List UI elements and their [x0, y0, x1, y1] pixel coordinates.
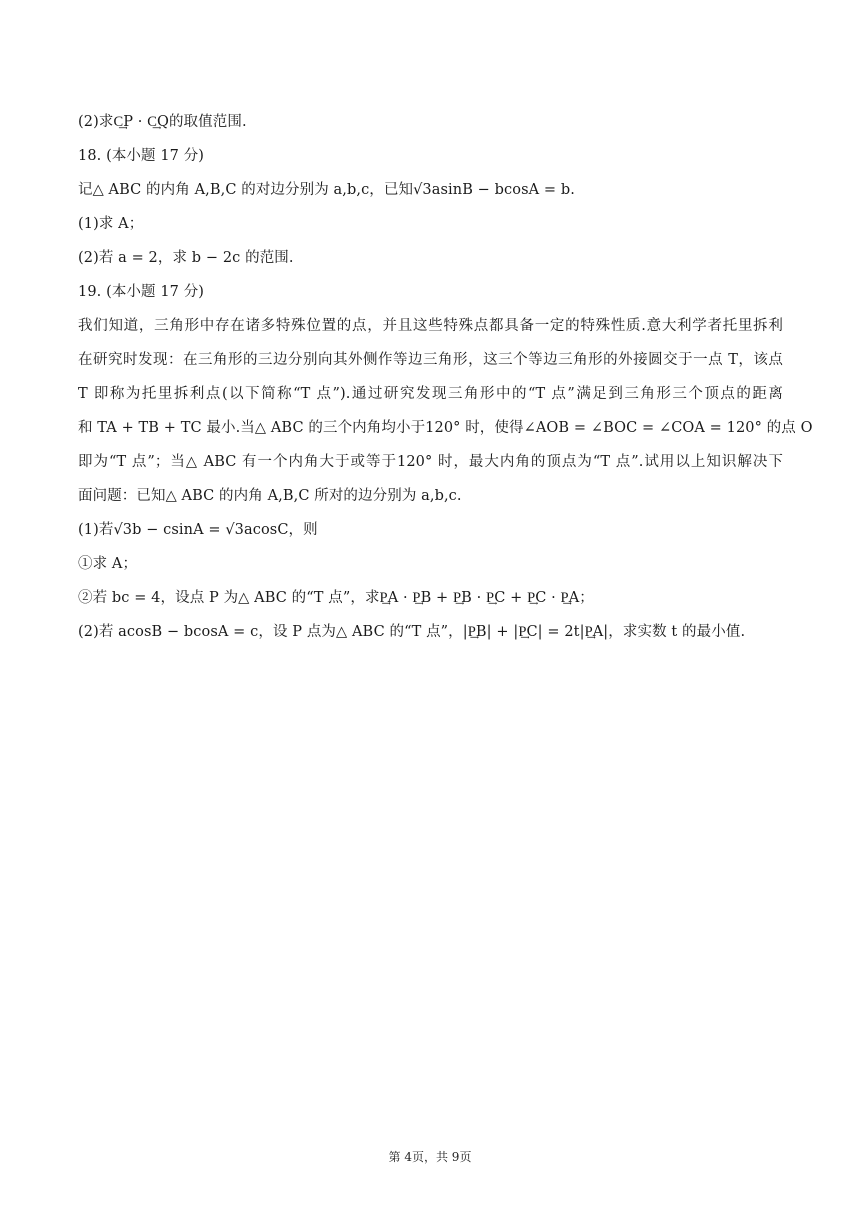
q18-stem: 记△ ABC 的内角 A,B,C 的对边分别为 a,b,c，已知√3asinB − bcosA = b. [78, 182, 575, 198]
q17-part2: (2)求C͢P · C͢Q的取值范围. [78, 114, 247, 130]
q18-header: 18. (本小题 17 分) [78, 148, 205, 164]
q19-stem-line-4: 和 TA + TB + TC 最小.当△ ABC 的三个内角均小于120° 时，使得∠AOB = ∠BOC = ∠COA = 120° 的点 O [78, 420, 813, 436]
q19-stem-line-1: 我们知道，三角形中存在诸多特殊位置的点，并且这些特殊点都具备一定的特殊性质.意大利学者托里拆利 [78, 318, 783, 334]
q19-part1-sub1: ①求 A； [78, 556, 138, 572]
q19-stem-line-3: T 即称为托里拆利点(以下简称“T 点”).通过研究发现三角形中的“T 点”满足到三角形三个顶点的距离 [78, 386, 783, 402]
q18-part2: (2)若 a = 2，求 b − 2c 的范围. [78, 250, 294, 266]
q19-header: 19. (本小题 17 分) [78, 284, 205, 300]
q19-part1-sub2: ②若 bc = 4，设点 P 为△ ABC 的“T 点”，求P͢A · P͢B + P͢B · P͢C + P͢C · P͢A； [78, 590, 594, 606]
page-footer: 第 4页，共 9页 [388, 1150, 472, 1164]
q19-part1: (1)若√3b − csinA = √3acosC，则 [78, 522, 318, 538]
q18-part1: (1)求 A； [78, 216, 144, 232]
q19-stem-line-2: 在研究时发现：在三角形的三边分别向其外侧作等边三角形，这三个等边三角形的外接圆交于一点 T，该点 [78, 352, 783, 368]
q19-stem-line-6: 面问题：已知△ ABC 的内角 A,B,C 所对的边分别为 a,b,c. [78, 488, 462, 504]
q19-part2: (2)若 acosB − bcosA = c，设 P 点为△ ABC 的“T 点”，|P͢B| + |P͢C| = 2t|P͢A|，求实数 t 的最小值. [78, 624, 746, 640]
q19-stem-line-5: 即为“T 点”；当△ ABC 有一个内角大于或等于120° 时，最大内角的顶点为“T 点”.试用以上知识解决下 [78, 454, 783, 470]
